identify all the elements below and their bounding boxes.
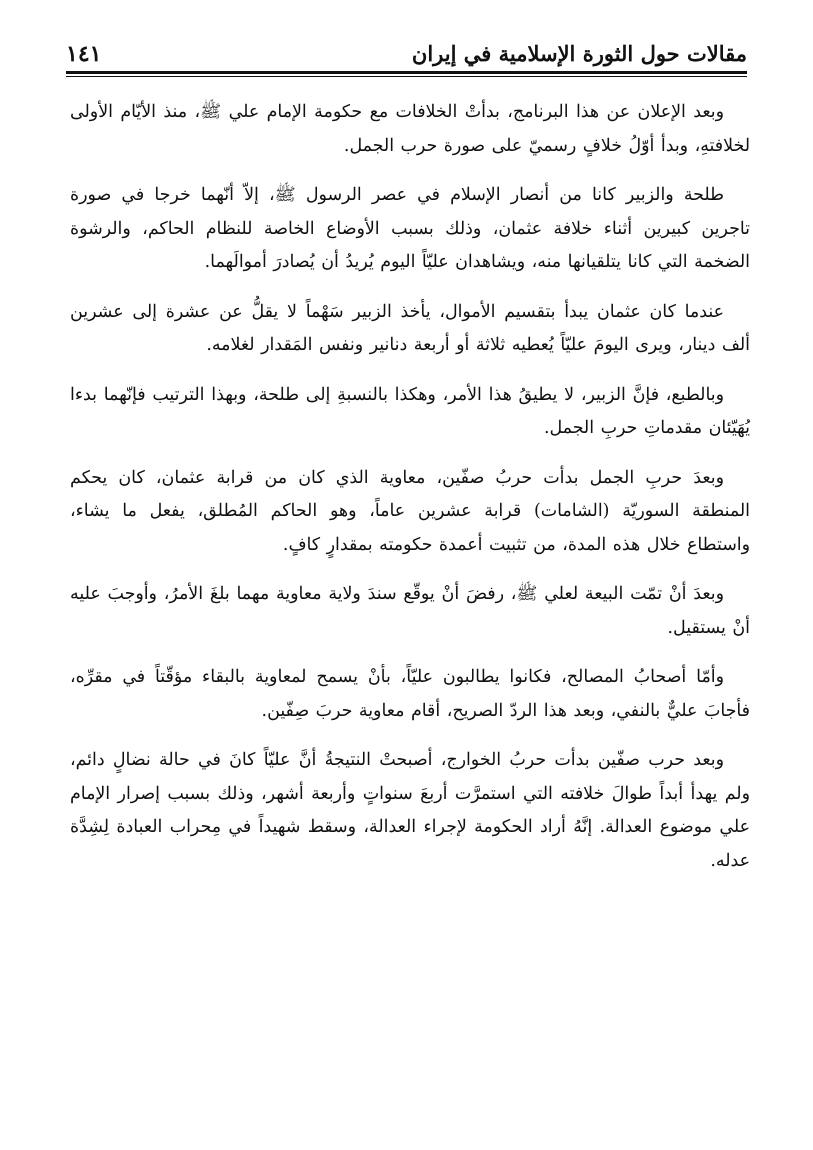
- paragraph: وبعد حرب صفّين بدأت حربُ الخوارج، أصبحتْ النتيجةُ أنَّ عليّاً كانَ في حالة نضالٍ دائم، ولم يهدأ أبداً طوالَ خلافته التي استمرَّت أربعَ سنواتٍ وأربعة أشهر، وذلك بسبب إصرار الإمام علي موضوع العدالة. إنَّهُ أراد الحكومة لإجراء العدالة، وسقط شهيداً في مِحراب العبادة لِشِدَّة عدله.: [70, 750, 750, 871]
- paragraph: وبعدَ أنْ تمّت البيعة لعلي ﷺ، رفضَ أنْ يوقّع سندَ ولاية معاوية مهما بلغَ الأمرُ، وأوجبَ عليه أنْ يستقيل.: [70, 584, 750, 638]
- paragraph: وبعدَ حربِ الجمل بدأت حربُ صفّين، معاوية الذي كان من قرابة عثمان، كان يحكم المنطقة السوريّة (الشامات) قرابة عشرين عاماً، وهو الحاكم المُطلق، يفعل ما يشاء، واستطاع خلال هذه المدة، من تثبيت أعمدة حكومته بمقدارٍ كافٍ.: [70, 467, 750, 555]
- paragraph: وبعد الإعلان عن هذا البرنامج، بدأتْ الخلافات مع حكومة الإمام علي ﷺ، منذ الأيّام الأولى لخلافتهِ، وبدأ أوّلُ خلافٍ رسميّ على صورة حرب الجمل.: [70, 102, 750, 156]
- header-rule-thin: [66, 76, 747, 77]
- page-body: [70, 96, 750, 894]
- paragraph: طلحة والزبير كانا من أنصار الإسلام في عصر الرسول ﷺ، إلاّ أنّهما خرجا في صورة تاجرين كبيرين أثناء خلافة عثمان، وذلك بسبب الأوضاع الخاصة للنظام الحاكم، والرشوة الضخمة التي كانا يتلقيانها منه، ويشاهدان عليّاً اليوم يُريدُ أن يُصادرَ أموالَهما.: [70, 185, 750, 272]
- running-title: مقالات حول الثورة الإسلامية في إيران: [411, 41, 747, 66]
- header-rule-thick: [66, 71, 747, 74]
- page-header: [66, 28, 747, 68]
- paragraph: وأمّا أصحابُ المصالح، فكانوا يطالبون عليّاً، بأنْ يسمح لمعاوية بالبقاء مؤقّتاً في مقرِّه، فأجابَ عليٌّ بالنفي، وبعد هذا الردّ الصريح، أقام معاوية حربَ صِفّين.: [70, 667, 750, 721]
- page-number: ١٤١: [66, 41, 102, 67]
- paragraph: وبالطبع، فإنَّ الزبير، لا يطيقُ هذا الأمر، وهكذا بالنسبةِ إلى طلحة، وبهذا الترتيب فإنّهما بدءا يُهَيّئان مقدماتِ حربِ الجمل.: [70, 384, 750, 438]
- paragraph: عندما كان عثمان يبدأ بتقسيم الأموال، يأخذ الزبير سَهْماً لا يقلُّ عن عشرة إلى عشرين ألف دينار، ويرى اليومَ عليّاً يُعطيه ثلاثة أو أربعة دنانير ونفس المَقدار لغلامه.: [70, 301, 750, 355]
